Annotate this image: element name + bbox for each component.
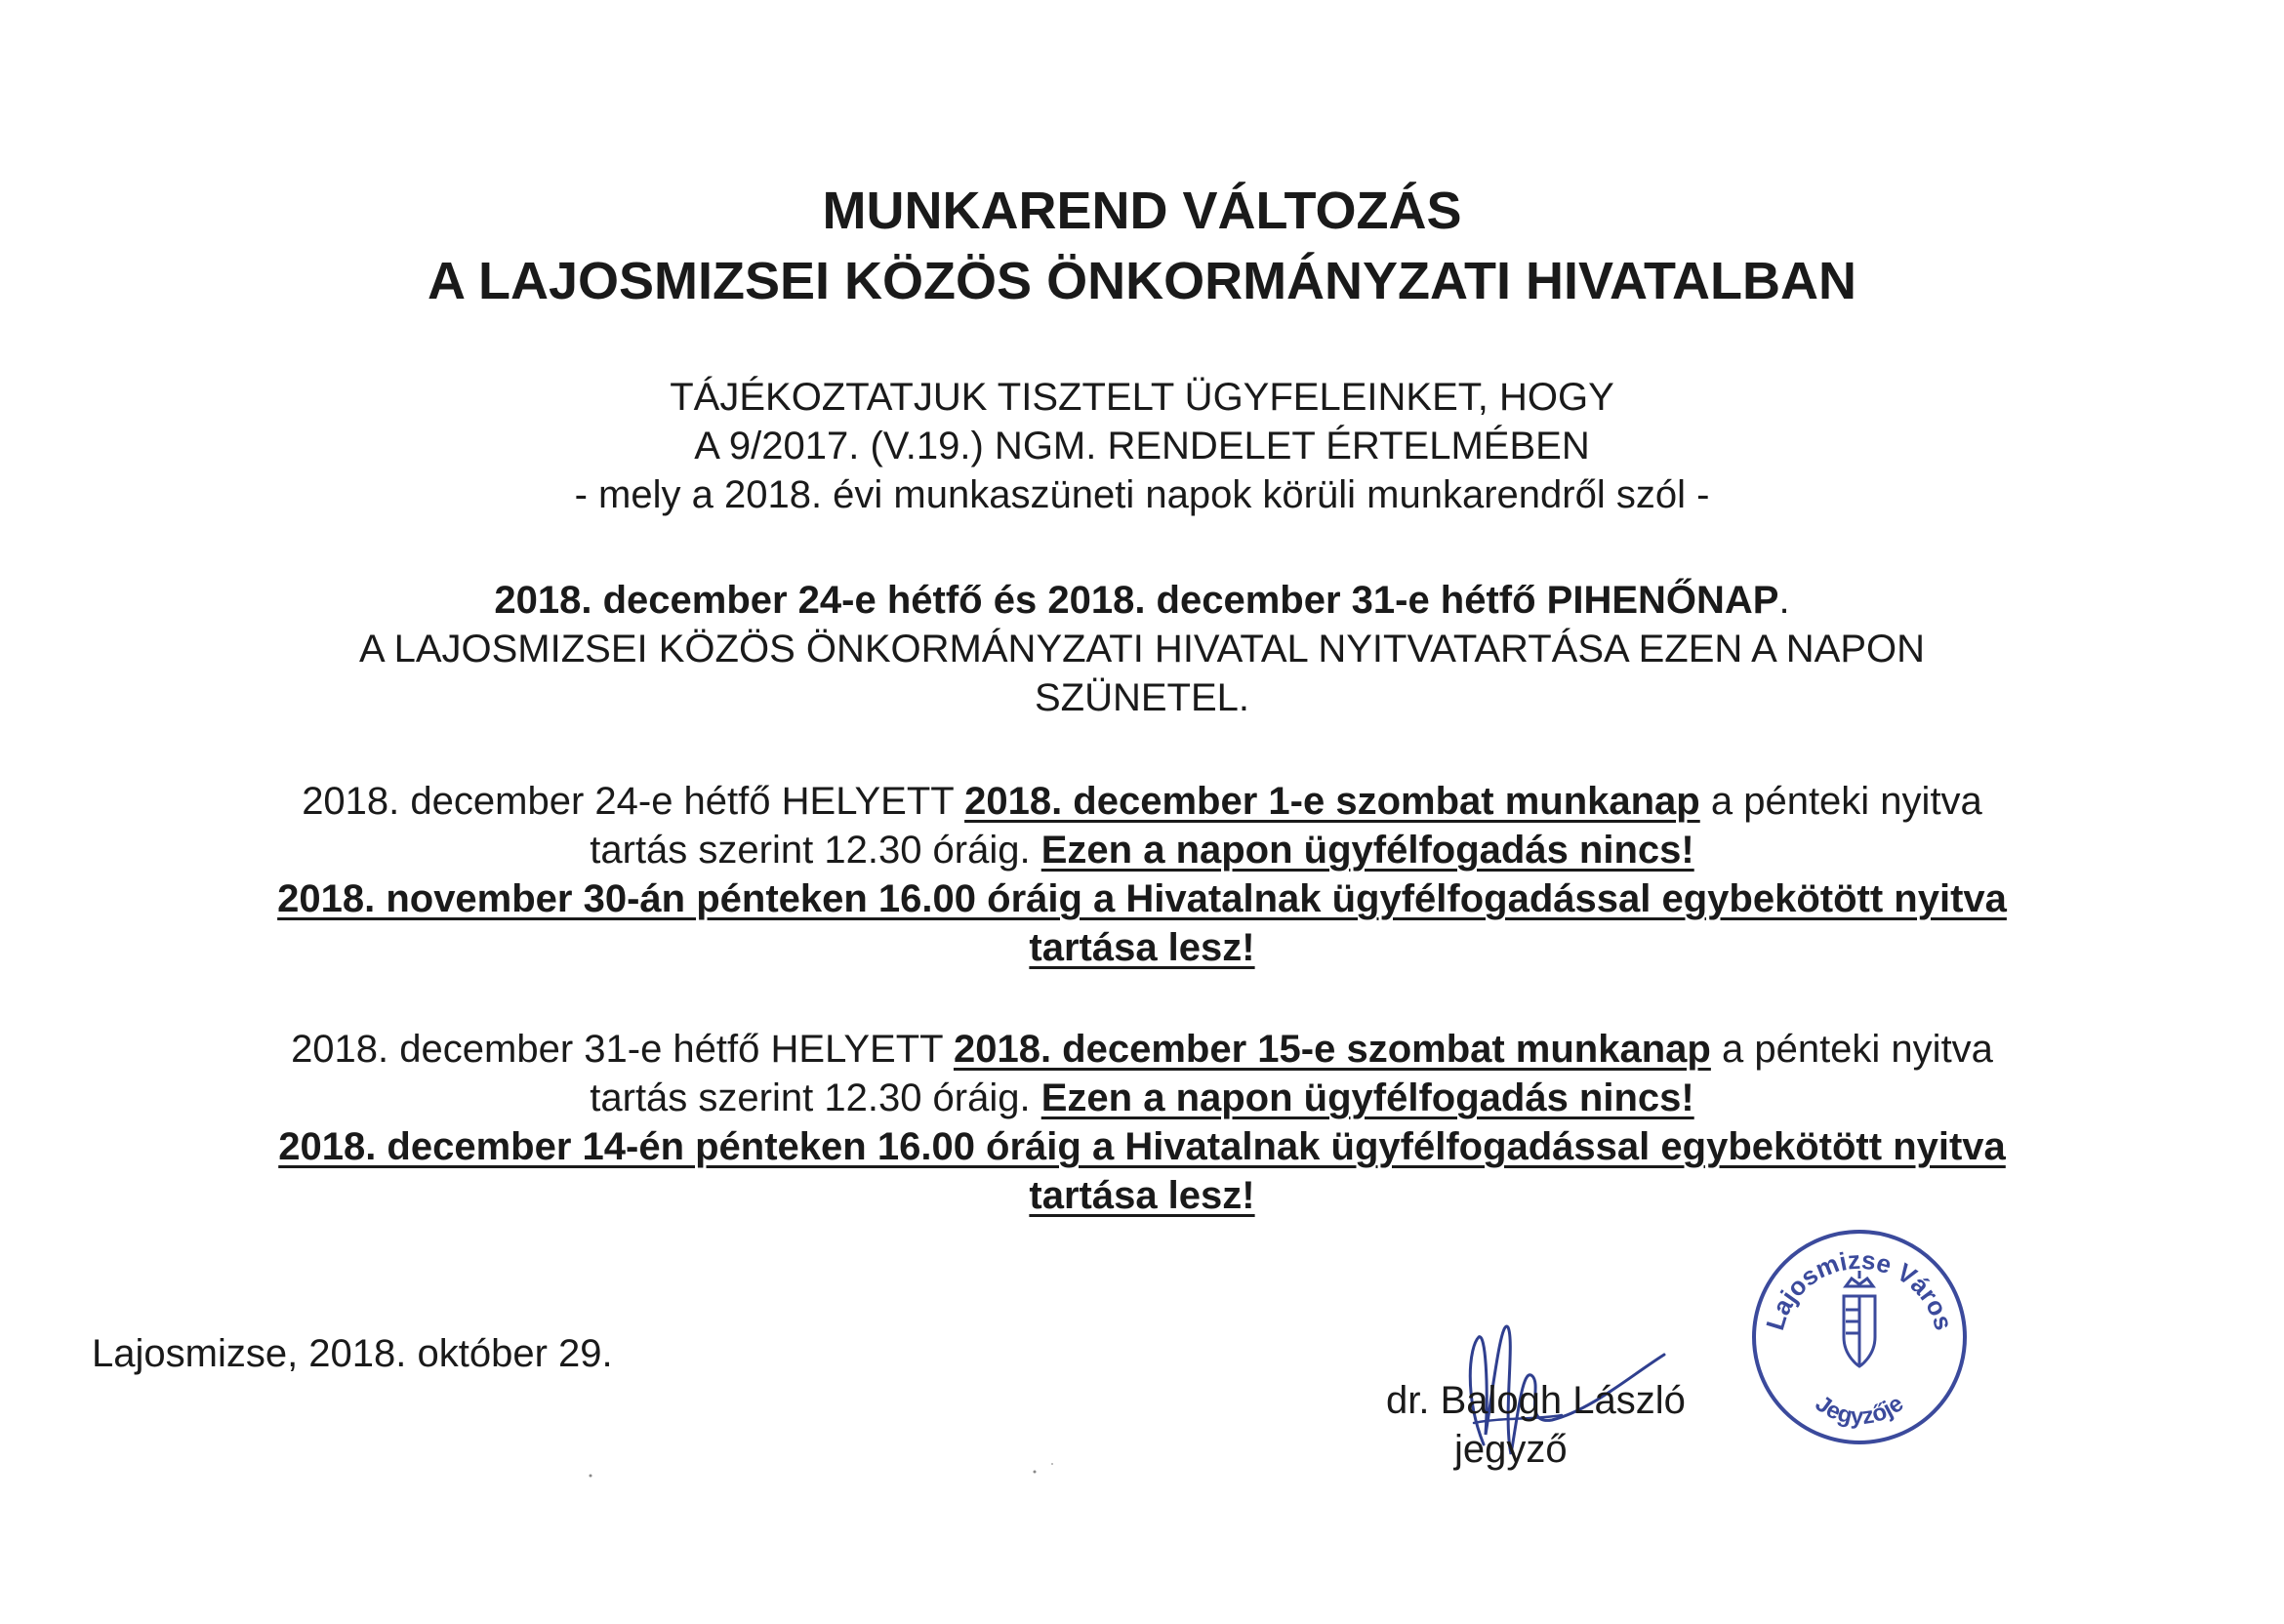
title-line-2: A LAJOSMIZSEI KÖZÖS ÖNKORMÁNYZATI HIVATALBAN xyxy=(428,252,1856,310)
p2-pre: 2018. december 31-e hétfő HELYETT xyxy=(291,1028,954,1071)
stamp-bottom-text: Jegyzője xyxy=(1810,1390,1909,1431)
p1-pre: 2018. december 24-e hétfő HELYETT xyxy=(302,780,965,823)
holiday-line-3: SZÜNETEL. xyxy=(1034,676,1250,719)
p2-line2-highlight: Ezen a napon ügyfélfogadás nincs! xyxy=(1040,1076,1694,1119)
signer-name: dr. Balogh László xyxy=(1386,1379,1686,1422)
p2-highlight: 2018. december 15-e szombat munkanap xyxy=(953,1028,1711,1071)
place-and-date: Lajosmizse, 2018. október 29. xyxy=(92,1332,613,1375)
p1-post: a pénteki nyitva xyxy=(1699,780,1982,823)
holiday-period: . xyxy=(1778,579,1790,622)
intro-line-2: A 9/2017. (V.19.) NGM. RENDELET ÉRTELMÉBEN xyxy=(694,425,1590,467)
p1-highlight: 2018. december 1-e szombat munkanap xyxy=(964,780,1700,823)
title-line-1: MUNKAREND VÁLTOZÁS xyxy=(822,182,1462,240)
p1-line4: tartása lesz! xyxy=(1029,926,1255,969)
holiday-dates: 2018. december 24-e hétfő és 2018. december 31-e hétfő PIHENŐNAP xyxy=(494,579,1779,622)
p2-line3: 2018. december 14-én pénteken 16.00 óráig a Hivatalnak ügyfélfogadással egybekötött nyitva xyxy=(278,1125,2006,1168)
stamp-top-text: Lajosmizse Város xyxy=(1760,1244,1959,1334)
p2-line4: tartása lesz! xyxy=(1029,1174,1255,1217)
intro-line-1: TÁJÉKOZTATJUK TISZTELT ÜGYFELEINKET, HOGY xyxy=(670,376,1614,419)
p1-line3: 2018. november 30-án pénteken 16.00 óráig a Hivatalnak ügyfélfogadással egybekötött nyitva xyxy=(277,877,2007,920)
intro-line-3: - mely a 2018. évi munkaszüneti napok körüli munkarendről szól - xyxy=(574,473,1710,516)
p2-line2-pre: tartás szerint 12.30 óráig. xyxy=(590,1076,1041,1119)
p1-line2-pre: tartás szerint 12.30 óráig. xyxy=(590,829,1041,872)
p2-post: a pénteki nyitva xyxy=(1710,1028,1993,1071)
signer-role: jegyző xyxy=(1454,1428,1568,1471)
p1-line2-highlight: Ezen a napon ügyfélfogadás nincs! xyxy=(1040,829,1694,872)
holiday-line-2: A LAJOSMIZSEI KÖZÖS ÖNKORMÁNYZATI HIVATAL NYITVATARTÁSA EZEN A NAPON xyxy=(358,628,1926,670)
